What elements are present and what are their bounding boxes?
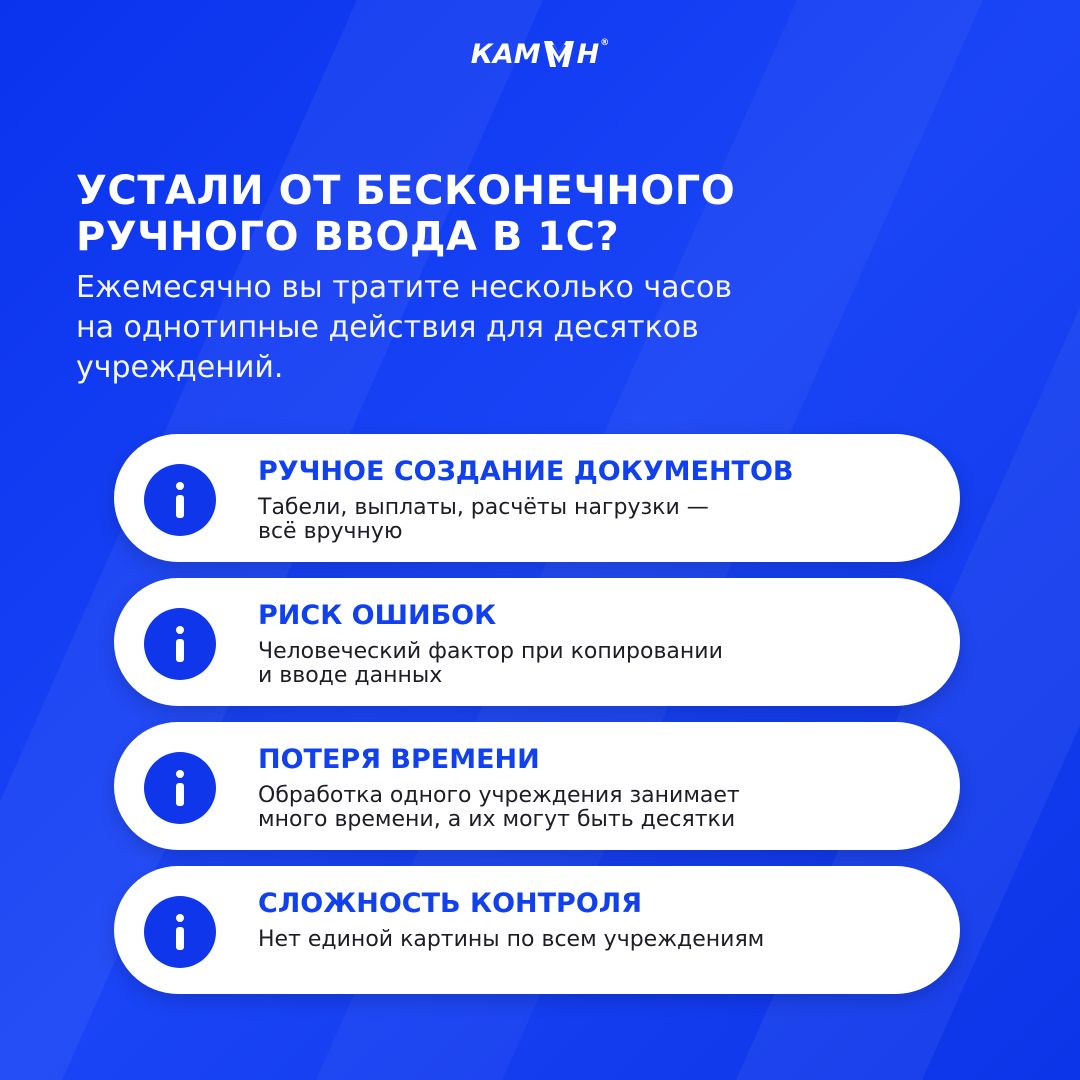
card-title: РИСК ОШИБОК bbox=[258, 600, 497, 631]
subtitle bbox=[76, 268, 976, 388]
registered-mark: ® bbox=[600, 38, 610, 48]
problem-card-time-loss bbox=[114, 722, 960, 850]
card-description-line-1: Табели, выплаты, расчёты нагрузки — bbox=[258, 495, 709, 520]
headline-line-1: УСТАЛИ ОТ БЕСКОНЕЧНОГО bbox=[76, 168, 736, 214]
card-description-line-1: Обработка одного учреждения занимает bbox=[258, 783, 740, 808]
card-description-line-2: много времени, а их могут быть десятки bbox=[258, 807, 736, 832]
card-description bbox=[258, 784, 948, 832]
logo-text-right: Н bbox=[576, 38, 600, 70]
card-description-line-1: Человеческий фактор при копировании bbox=[258, 639, 723, 664]
kamin-logo bbox=[471, 39, 609, 69]
subtitle-line-1: Ежемесячно вы тратите несколько часов bbox=[76, 270, 733, 305]
card-title: ПОТЕРЯ ВРЕМЕНИ bbox=[258, 744, 540, 775]
card-description bbox=[258, 496, 948, 544]
problem-card-control-complexity bbox=[114, 866, 960, 994]
headline bbox=[76, 168, 1036, 260]
info-icon bbox=[144, 752, 216, 824]
card-description-line-1: Нет единой картины по всем учреждениям bbox=[258, 927, 765, 952]
problem-card-error-risk bbox=[114, 578, 960, 706]
info-icon bbox=[144, 896, 216, 968]
logo-text-left: КАМ bbox=[470, 38, 541, 70]
kamin-shield-logo-icon bbox=[542, 39, 576, 69]
problem-cards bbox=[114, 434, 960, 1010]
problem-card-manual-documents bbox=[114, 434, 960, 562]
subtitle-line-2: на однотипные действия для десятков bbox=[76, 310, 699, 345]
card-description-line-2: всё вручную bbox=[258, 519, 403, 544]
subtitle-line-3: учреждений. bbox=[76, 350, 284, 385]
info-icon bbox=[144, 464, 216, 536]
card-description bbox=[258, 928, 948, 952]
card-description-line-2: и вводе данных bbox=[258, 663, 443, 688]
info-icon bbox=[144, 608, 216, 680]
card-title: РУЧНОЕ СОЗДАНИЕ ДОКУМЕНТОВ bbox=[258, 456, 794, 487]
card-title: СЛОЖНОСТЬ КОНТРОЛЯ bbox=[258, 888, 642, 919]
brand-logo bbox=[0, 36, 1080, 72]
headline-line-2: РУЧНОГО ВВОДА В 1С? bbox=[76, 214, 620, 260]
card-description bbox=[258, 640, 948, 688]
